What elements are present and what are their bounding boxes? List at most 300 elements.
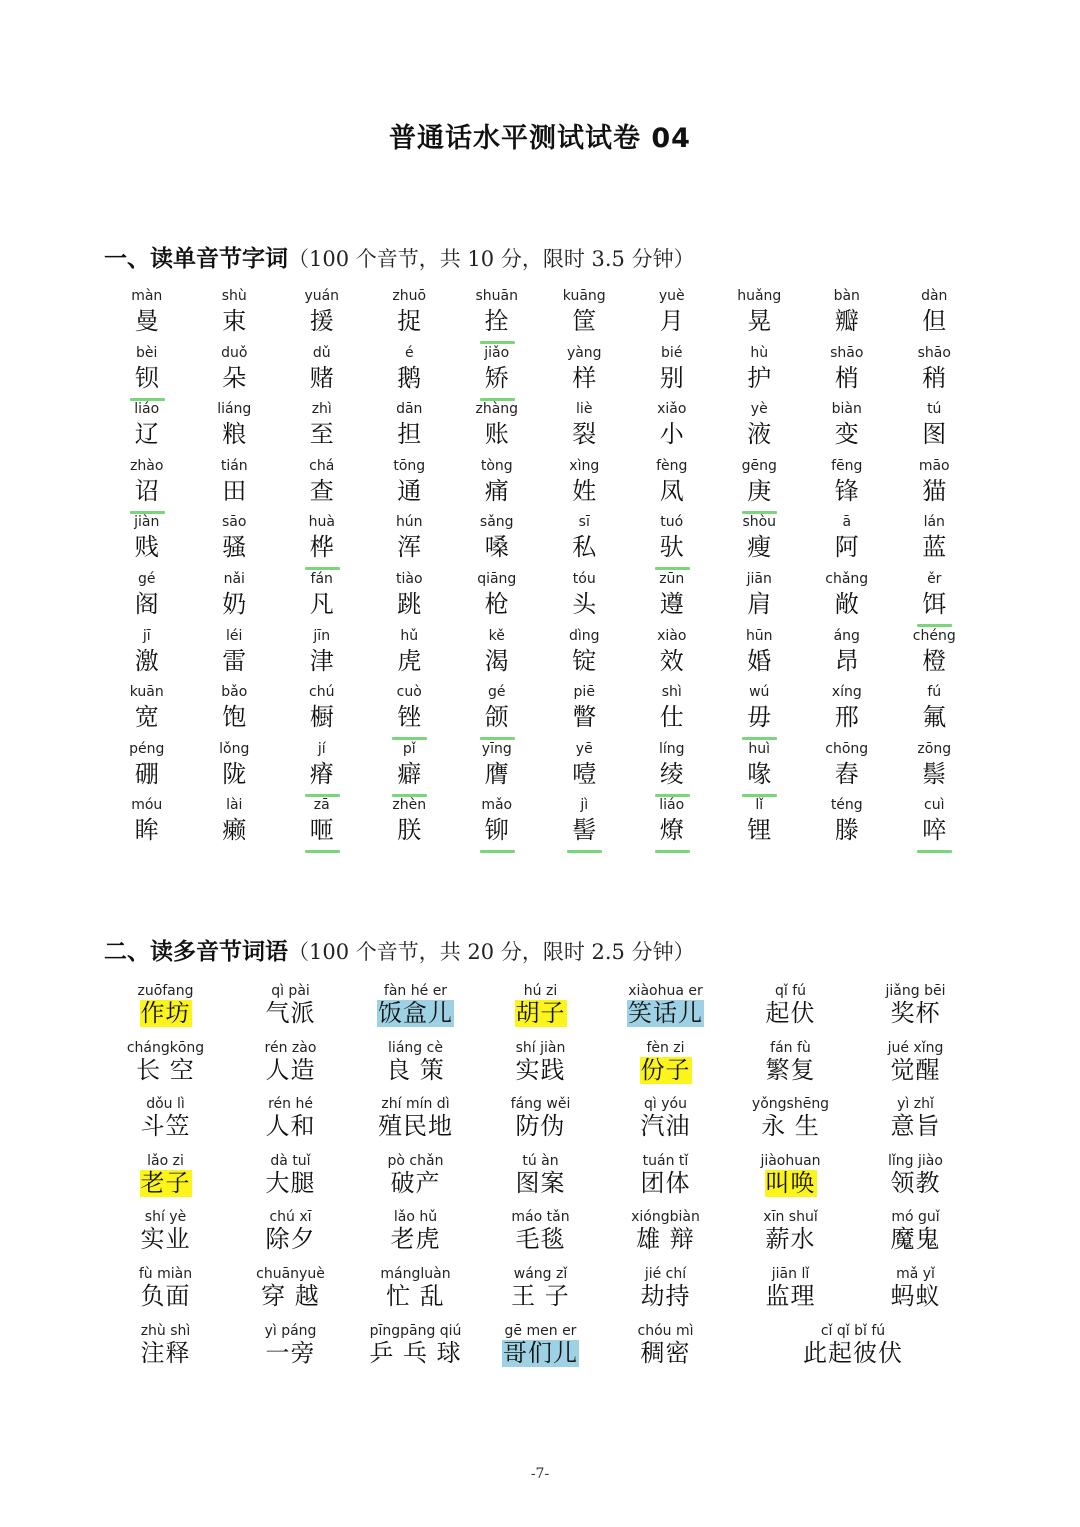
hanzi: 担 [397, 420, 422, 449]
pinyin: fán [310, 570, 333, 587]
hanzi: 癖 [397, 759, 422, 788]
syllable-item [891, 741, 979, 798]
hanzi: 变 [834, 420, 859, 449]
word: 永 生 [761, 1112, 820, 1141]
pinyin: jīn [313, 627, 331, 644]
pinyin: huì [748, 740, 771, 757]
syllable-item [628, 288, 716, 345]
highlighted-word: 作坊 [140, 999, 191, 1027]
pinyin: yì zhǐ [897, 1096, 934, 1113]
pinyin: hù [750, 344, 769, 361]
syllable-item [803, 288, 891, 345]
hanzi: 矫 [484, 363, 509, 392]
word-item [103, 983, 228, 1040]
hanzi: 骚 [222, 533, 247, 562]
syllable-item [628, 571, 716, 628]
syllable-item [716, 684, 804, 741]
syllable-item [628, 628, 716, 685]
word-item [728, 983, 853, 1040]
word-item [478, 983, 603, 1040]
syllable-item [453, 288, 541, 345]
pinyin: kuāng [562, 288, 606, 304]
hanzi: 鬃 [922, 759, 947, 788]
pinyin: tuó [660, 514, 684, 531]
pinyin: líng [658, 740, 685, 757]
hanzi: 瓣 [834, 307, 859, 335]
syllable-item [453, 684, 541, 741]
syllable-item [191, 684, 279, 741]
pinyin: fèng [656, 457, 688, 474]
hanzi: 硼 [134, 759, 159, 788]
pinyin: fú [927, 684, 942, 701]
hanzi: 蓝 [922, 533, 947, 562]
word: 忙 乱 [386, 1281, 445, 1310]
word: 人和 [265, 1112, 316, 1141]
syllable-item [453, 458, 541, 515]
hanzi: 遵 [659, 589, 684, 618]
green-underline-mark [480, 398, 515, 401]
hanzi: 橱 [309, 703, 334, 732]
syllable-item [366, 797, 454, 854]
word-item [603, 1209, 728, 1266]
syllable-item [278, 458, 366, 515]
hanzi: 瘦 [747, 533, 772, 562]
word: 蚂蚁 [890, 1281, 941, 1310]
pinyin: zā [313, 797, 330, 814]
section-1-heading [104, 240, 695, 273]
word-item [478, 1153, 603, 1210]
syllable-item [803, 514, 891, 571]
pinyin: gé [138, 570, 156, 587]
pinyin: gē men er [504, 1322, 577, 1339]
hanzi: 颌 [484, 703, 509, 732]
highlighted-word: 老子 [140, 1168, 191, 1197]
word-item [728, 1323, 978, 1380]
pinyin: téng [830, 797, 863, 814]
hanzi: 痛 [484, 476, 509, 505]
hanzi: 庚 [747, 476, 772, 505]
green-underline-mark [917, 850, 952, 853]
word: 一旁 [265, 1338, 316, 1367]
syllable-item [366, 345, 454, 402]
syllable-item [628, 514, 716, 571]
pinyin: tián [220, 457, 248, 474]
syllable-item [103, 628, 191, 685]
word-item [228, 1323, 353, 1380]
syllable-item [891, 797, 979, 854]
word: 除夕 [265, 1225, 316, 1254]
green-underline-mark [305, 567, 340, 570]
hanzi: 髻 [572, 816, 597, 845]
syllable-item [803, 628, 891, 685]
syllable-item [453, 797, 541, 854]
word-item [853, 983, 978, 1040]
pinyin: tuán tǐ [642, 1152, 689, 1169]
pinyin: ā [842, 514, 852, 531]
syllable-item [891, 458, 979, 515]
hanzi: 瘠 [309, 759, 334, 788]
hanzi: 饵 [922, 589, 947, 618]
green-underline-mark [392, 737, 427, 740]
pinyin: yì páng [264, 1322, 317, 1339]
hanzi: 渴 [484, 646, 509, 675]
syllable-item [628, 797, 716, 854]
section-2-heading [104, 933, 695, 966]
highlighted-word: 叫唤 [765, 1168, 816, 1197]
syllable-item [541, 684, 629, 741]
multi-syllable-grid [103, 983, 978, 1379]
hanzi: 援 [309, 307, 334, 335]
hanzi: 阿 [834, 533, 859, 562]
word-item [228, 1266, 353, 1323]
word: 实业 [140, 1225, 191, 1254]
word-item [728, 1209, 853, 1266]
pinyin: zhèn [392, 797, 427, 814]
hanzi: 至 [309, 420, 334, 449]
hanzi: 账 [484, 420, 509, 449]
hanzi: 跳 [397, 589, 422, 618]
pinyin: jí [317, 740, 326, 757]
pinyin: sī [578, 514, 590, 531]
syllable-item [103, 571, 191, 628]
syllable-item [716, 401, 804, 458]
syllable-item [803, 797, 891, 854]
hanzi: 绫 [659, 759, 684, 788]
syllable-item [278, 401, 366, 458]
hanzi: 贱 [134, 533, 159, 562]
word-item [603, 1266, 728, 1323]
hanzi: 私 [572, 533, 597, 562]
word: 薪水 [765, 1225, 816, 1254]
word-item [478, 1266, 603, 1323]
pinyin: xìng [569, 457, 600, 474]
word-item [478, 1209, 603, 1266]
pinyin: chōng [825, 740, 869, 757]
pinyin: zhù shì [140, 1322, 191, 1339]
pinyin: xiào [657, 627, 687, 644]
word-item [853, 1266, 978, 1323]
hanzi: 昂 [834, 646, 859, 675]
pinyin: chú [309, 684, 335, 701]
syllable-item [278, 514, 366, 571]
pinyin: mǎo [481, 797, 513, 814]
hanzi: 仕 [659, 703, 684, 732]
word-item [728, 1266, 853, 1323]
hanzi: 舂 [834, 759, 859, 788]
syllable-item [541, 514, 629, 571]
pinyin: bié [661, 344, 683, 361]
hanzi: 裂 [572, 420, 597, 449]
green-underline-mark [130, 511, 165, 514]
word-item [478, 1323, 603, 1380]
word-item [228, 1040, 353, 1097]
word: 乒 乓 球 [369, 1338, 462, 1367]
word-item [728, 1096, 853, 1153]
word-item [603, 1096, 728, 1153]
hanzi: 小 [659, 420, 684, 449]
syllable-item [453, 628, 541, 685]
pinyin: màn [131, 288, 163, 304]
pinyin: qiāng [477, 570, 517, 587]
pinyin: zhì [311, 401, 332, 418]
word-item [353, 1209, 478, 1266]
pinyin: péng [129, 740, 165, 757]
syllable-item [803, 741, 891, 798]
hanzi: 橙 [922, 646, 947, 675]
pinyin: xīn shuǐ [763, 1209, 818, 1226]
pinyin: dàn [921, 288, 948, 304]
hanzi: 膺 [484, 759, 509, 788]
hanzi: 通 [397, 476, 422, 505]
pinyin: xióngbiàn [631, 1209, 700, 1226]
syllable-item [891, 345, 979, 402]
hanzi: 噎 [572, 759, 597, 788]
word: 斗笠 [140, 1112, 191, 1141]
word: 老虎 [390, 1225, 441, 1254]
pinyin: chuānyuè [256, 1265, 325, 1282]
pinyin: jiǎo [484, 344, 510, 361]
hanzi: 敞 [834, 589, 859, 618]
highlighted-word: 份子 [640, 1055, 691, 1084]
hanzi: 激 [134, 646, 159, 675]
page-title: 普通话水平测试试卷 04 [389, 123, 691, 154]
word: 良 策 [386, 1055, 445, 1084]
word-item [853, 1209, 978, 1266]
green-underline-mark [742, 511, 777, 514]
pinyin: jiàn [134, 514, 160, 531]
word-item [603, 1040, 728, 1097]
word: 毛毯 [515, 1225, 566, 1254]
pinyin: yīng [481, 740, 512, 757]
word: 殖民地 [378, 1112, 453, 1141]
hanzi: 喙 [747, 759, 772, 788]
pinyin: biàn [831, 401, 862, 418]
syllable-item [716, 514, 804, 571]
syllable-item [891, 684, 979, 741]
pinyin: gēng [741, 457, 777, 474]
word-item [478, 1096, 603, 1153]
pinyin: zhí mín dì [381, 1096, 450, 1113]
pinyin: bèi [136, 344, 158, 361]
pinyin: yàng [566, 344, 602, 361]
word-item [228, 1153, 353, 1210]
pinyin: nǎi [223, 570, 245, 587]
syllable-item [103, 288, 191, 345]
syllable-item [891, 571, 979, 628]
hanzi: 粮 [222, 420, 247, 449]
word: 气派 [265, 999, 316, 1027]
word-item [228, 1096, 353, 1153]
pinyin: fēng [831, 457, 863, 474]
pinyin: shí yè [144, 1209, 187, 1226]
syllable-item [803, 401, 891, 458]
word-item [353, 1323, 478, 1380]
pinyin: jiān [746, 570, 772, 587]
pinyin: liáng cè [388, 1039, 443, 1056]
pinyin: māo [918, 457, 950, 474]
pinyin: móu [131, 797, 163, 814]
hanzi: 锂 [747, 816, 772, 845]
hanzi: 凡 [309, 589, 334, 618]
pinyin: xíng [831, 684, 862, 701]
pinyin: máo tǎn [511, 1209, 570, 1226]
hanzi: 钡 [134, 363, 159, 392]
green-underline-mark [392, 794, 427, 797]
word: 汽油 [640, 1112, 691, 1141]
syllable-item [191, 628, 279, 685]
pinyin: lǐng jiào [888, 1152, 943, 1169]
pinyin: pīngpāng qiú [369, 1322, 462, 1339]
hanzi: 咂 [309, 816, 334, 845]
word: 团体 [640, 1168, 691, 1197]
hanzi: 驮 [659, 533, 684, 562]
word-item [103, 1209, 228, 1266]
pinyin: shāo [917, 344, 951, 361]
pinyin: jiàohuan [760, 1152, 821, 1169]
green-underline-mark [567, 850, 602, 853]
hanzi: 液 [747, 420, 772, 449]
pinyin: liáng [217, 401, 252, 418]
pinyin: shù [221, 288, 247, 304]
syllable-item [103, 797, 191, 854]
pinyin: hú zi [523, 983, 558, 999]
pinyin: yuè [658, 288, 685, 304]
green-underline-mark [917, 624, 952, 627]
hanzi: 效 [659, 646, 684, 675]
word-item [103, 1266, 228, 1323]
pinyin: tōng [393, 457, 426, 474]
hanzi: 锋 [834, 476, 859, 505]
syllable-item [191, 797, 279, 854]
green-underline-mark [305, 794, 340, 797]
pinyin: gé [488, 684, 506, 701]
syllable-item [191, 458, 279, 515]
syllable-item [716, 571, 804, 628]
pinyin: pò chǎn [387, 1152, 444, 1169]
highlighted-word: 哥们儿 [503, 1338, 578, 1367]
pinyin: xiàohua er [628, 983, 703, 999]
pinyin: chú xī [269, 1209, 312, 1226]
syllable-item [803, 345, 891, 402]
pinyin: fàn hé er [383, 983, 448, 999]
pinyin: é [404, 344, 414, 361]
pinyin: jiǎng bēi [885, 983, 946, 999]
green-underline-mark [480, 850, 515, 853]
pinyin: qì pài [271, 983, 310, 999]
word: 稠密 [640, 1338, 691, 1367]
word-item [353, 983, 478, 1040]
pinyin: tiào [395, 570, 423, 587]
syllable-item [803, 684, 891, 741]
pinyin: tòng [480, 457, 513, 474]
green-underline-mark [655, 794, 690, 797]
pinyin: ěr [927, 570, 942, 587]
pinyin: chá [309, 457, 335, 474]
hanzi: 束 [222, 307, 247, 335]
word-item [103, 1153, 228, 1210]
hanzi: 虎 [397, 646, 422, 675]
pinyin: lǎo zi [147, 1152, 184, 1169]
word: 负面 [140, 1281, 191, 1310]
word: 图案 [515, 1168, 566, 1197]
pinyin: zōng [917, 740, 952, 757]
pinyin: kě [488, 627, 505, 644]
section-1-note: （100 个音节，共 10 分，限时 3.5 分钟） [288, 247, 695, 271]
hanzi: 别 [659, 363, 684, 392]
syllable-item [803, 458, 891, 515]
pinyin: fáng wěi [510, 1096, 571, 1113]
hanzi: 啐 [922, 816, 947, 845]
syllable-item [716, 345, 804, 402]
word: 领教 [890, 1168, 941, 1197]
syllable-item [541, 458, 629, 515]
hanzi: 辽 [134, 420, 159, 449]
hanzi: 头 [572, 589, 597, 618]
hanzi: 铆 [484, 816, 509, 845]
pinyin: bǎo [221, 684, 248, 701]
pinyin: wú [749, 684, 770, 701]
hanzi: 婚 [747, 646, 772, 675]
word: 意旨 [890, 1112, 941, 1141]
pinyin: hǔ [400, 627, 419, 644]
green-underline-mark [655, 567, 690, 570]
hanzi: 查 [309, 476, 334, 505]
hanzi: 捉 [397, 307, 422, 335]
section-2-title: 二、读多音节词语 [104, 939, 288, 965]
pinyin: shāo [830, 344, 864, 361]
pinyin: mángluàn [380, 1265, 451, 1282]
hanzi: 鹅 [397, 363, 422, 392]
highlighted-word: 饭盒儿 [378, 999, 453, 1027]
syllable-item [628, 684, 716, 741]
syllable-item [103, 684, 191, 741]
pinyin: hūn [745, 627, 773, 644]
syllable-item [191, 401, 279, 458]
hanzi: 癞 [222, 816, 247, 845]
word-item [853, 1153, 978, 1210]
word: 破产 [390, 1168, 441, 1197]
word: 实践 [515, 1055, 566, 1084]
hanzi: 田 [222, 476, 247, 505]
pinyin: qì yóu [644, 1096, 687, 1113]
hanzi: 阁 [134, 589, 159, 618]
syllable-item [278, 797, 366, 854]
pinyin: tú àn [522, 1152, 559, 1169]
word-item [103, 1040, 228, 1097]
hanzi: 拴 [484, 307, 509, 335]
hanzi: 眸 [134, 816, 159, 845]
hanzi: 猫 [922, 476, 947, 505]
syllable-item [191, 514, 279, 571]
word: 劫持 [640, 1281, 691, 1310]
pinyin: shí jiàn [515, 1039, 566, 1056]
hanzi: 凤 [659, 476, 684, 505]
word: 大腿 [265, 1168, 316, 1197]
hanzi: 浑 [397, 533, 422, 562]
hanzi: 瞥 [572, 703, 597, 732]
pinyin: chóu mì [637, 1322, 694, 1339]
hanzi: 护 [747, 363, 772, 392]
hanzi: 桦 [309, 533, 334, 562]
word-item [853, 1040, 978, 1097]
syllable-item [541, 288, 629, 345]
word-item [728, 1153, 853, 1210]
word-item [228, 1209, 353, 1266]
word: 注释 [140, 1338, 191, 1367]
pinyin: zhàng [475, 401, 519, 418]
syllable-item [191, 571, 279, 628]
hanzi: 筐 [572, 307, 597, 335]
